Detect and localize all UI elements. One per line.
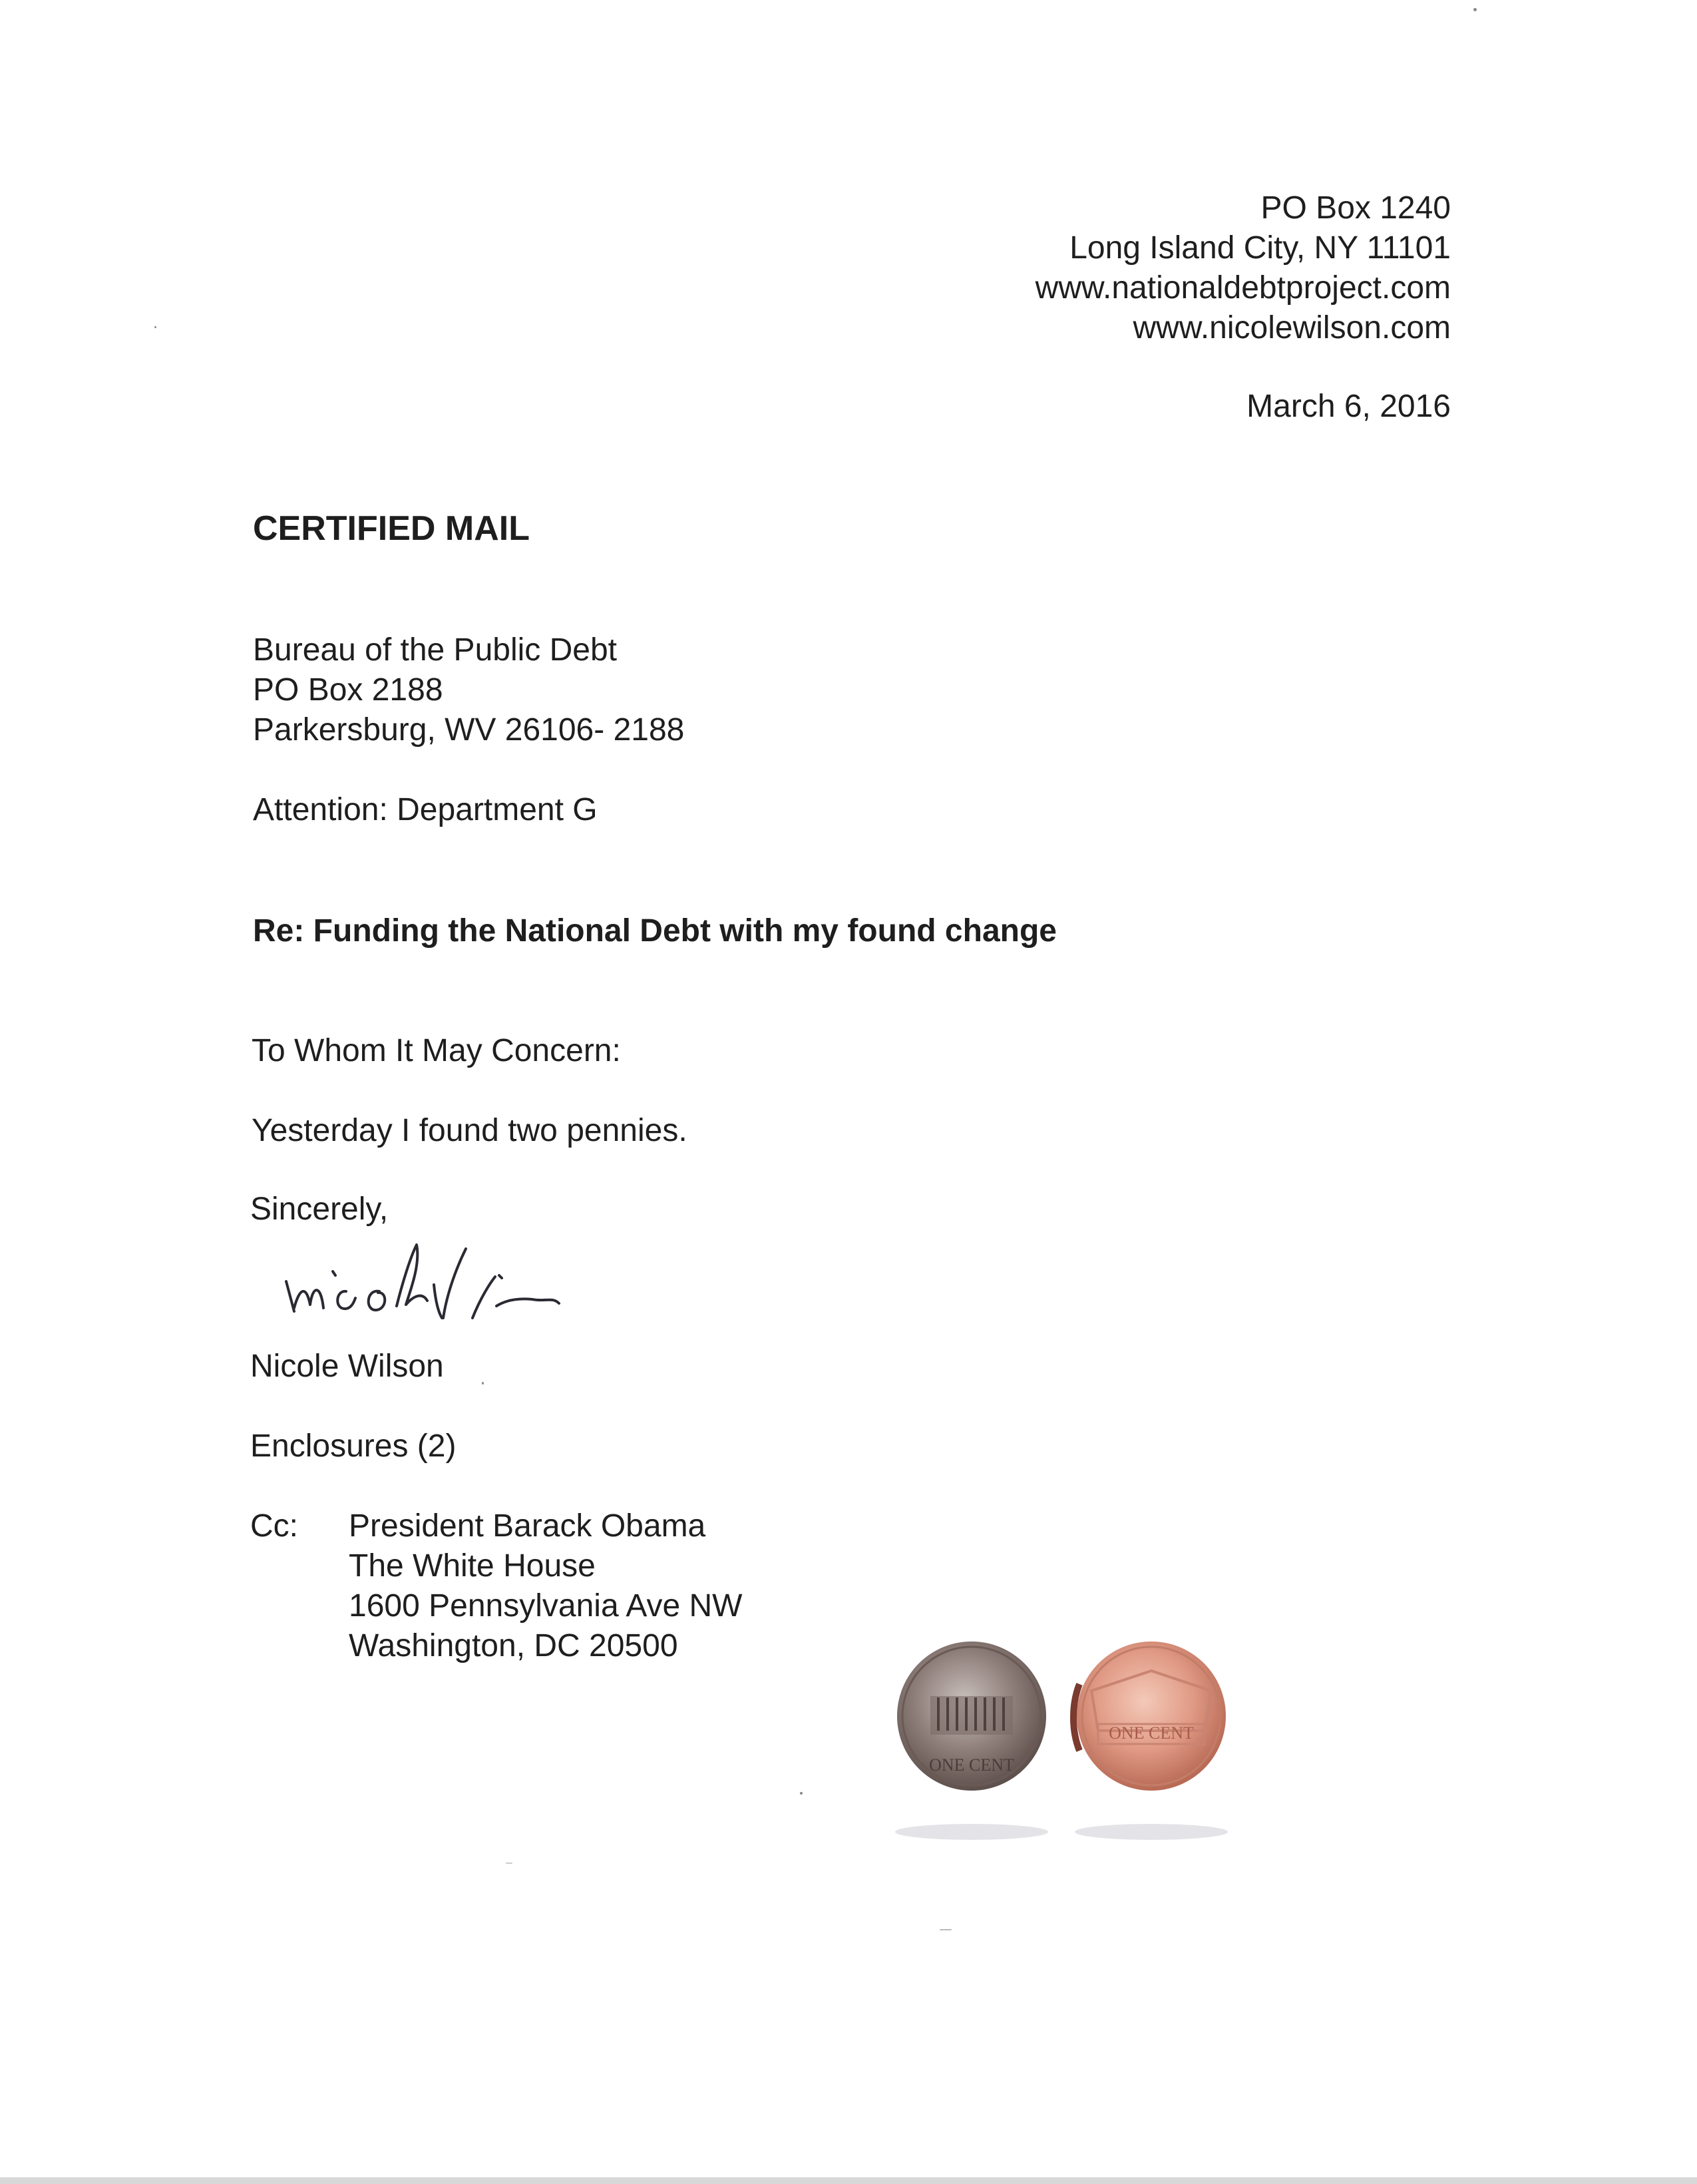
letter-body: Yesterday I found two pennies. [252,1113,687,1148]
sender-website-1: www.nationaldebtproject.com [1035,270,1451,306]
enclosed-pennies-image [892,1631,1244,1844]
scan-speck [1473,8,1477,11]
scan-bottom-edge [0,2177,1697,2184]
recipient-address-line2: PO Box 2188 [253,672,443,708]
mail-type-heading: CERTIFIED MAIL [253,509,530,548]
scan-speck [800,1792,803,1795]
enclosures-note: Enclosures (2) [250,1428,457,1464]
cc-line-2: The White House [349,1548,596,1584]
sender-address-line1: PO Box 1240 [1260,190,1451,226]
recipient-name: Bureau of the Public Debt [253,632,618,668]
salutation: To Whom It May Concern: [252,1033,621,1068]
subject-line: Re: Funding the National Debt with my found change [253,913,1057,949]
cc-line-3: 1600 Pennsylvania Ave NW [349,1588,743,1624]
penny-right [1073,1641,1226,1791]
closing: Sincerely, [250,1192,389,1227]
scan-speck [482,1382,484,1385]
cc-line-1: President Barack Obama [349,1508,706,1544]
penny-left [897,1641,1046,1791]
sender-address-line2: Long Island City, NY 11101 [1069,230,1451,266]
scan-speck [154,326,156,328]
scan-speck [940,1929,952,1930]
cc-line-4: Washington, DC 20500 [349,1628,678,1663]
sender-website-2: www.nicolewilson.com [1133,310,1451,345]
cc-label: Cc: [250,1508,298,1544]
signer-name: Nicole Wilson [250,1349,444,1384]
recipient-address-line3: Parkersburg, WV 26106- 2188 [253,712,685,748]
coin-left-text: ONE CENT [929,1755,1014,1775]
coin-shadow [1075,1824,1228,1840]
attention-line: Attention: Department G [253,792,598,827]
coin-right-text: ONE CENT [1109,1723,1194,1743]
scan-speck [506,1862,512,1864]
letter-date: March 6, 2016 [1246,389,1451,424]
handwritten-signature [280,1218,626,1351]
coin-shadow [895,1824,1048,1840]
